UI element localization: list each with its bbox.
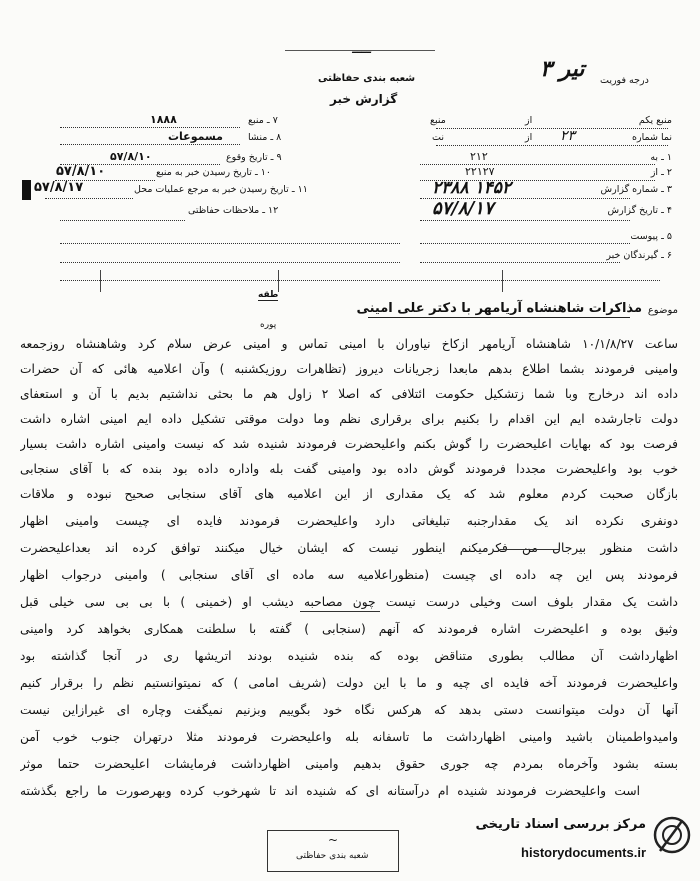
subject-side-note-2: پوره <box>260 320 277 330</box>
body-underline <box>500 549 560 550</box>
body-line: فرصت بود که بهایات اعلیحضرت را گوش بکنم واعلیحضرت فرمودند شنیده شد که نیست وامینی اشاره داشت بسیار <box>20 437 678 451</box>
subject-side-note-1: طقه <box>258 290 279 300</box>
body-line: ساعت ۱۰/۱/۸/۲۷ شاهنشاه آریامهر ازکاخ نیاوران با امینی تماس و امینی عرض سلام کرد وشاهنشاه روزجمعه <box>20 337 678 351</box>
field-source-one-to: منبع <box>430 115 446 126</box>
field-source-one-label: منبع یکم <box>638 115 672 126</box>
margin-mark <box>22 180 31 200</box>
field-from-label: ۲ ـ از <box>650 167 672 178</box>
body-line: داشت منظور بیرجال من فکرمیکنم اینطور نیست که ایشان خیال میکنند توافق کرده اند بعداعلیحضرت <box>20 541 678 555</box>
body-line: داشت یک مقدار بلوف است وخیلی درست نیست چون مصاحبه دیشب او (خمینی ) با بی بی سی خیلی قبل <box>20 595 678 609</box>
field-received-source-label: ۱۰ ـ تاریخ رسیدن خبر به منبع <box>156 167 271 178</box>
field-to-value: ۲۱۲ <box>470 150 488 163</box>
priority-value: ۳ تیر <box>540 56 585 82</box>
tick <box>100 270 101 292</box>
stamp <box>267 830 399 872</box>
dotted-line <box>60 280 660 281</box>
body-line: بسته بشود وآخرماه بمردم چه جوری حقوق بدهیم وامینی اظهارداشت فرمایشات اعلیحضرت حتما موثر <box>20 757 678 771</box>
dotted-line <box>420 164 655 165</box>
field-attachment-label: ۵ ـ پیوست <box>630 231 672 242</box>
body-line: فرمودند پس این چه داده ای چیست (منظوراعلامیه سه ماده ای آقای سنجابی ) وامینی درجواب اظهار <box>20 568 678 582</box>
body-line: بازگان صحبت کردم معلوم شد که یک مقداری از این اعلامیه های آقای سنجابی صحیح نبوده و ملاقات <box>20 487 678 501</box>
priority-label: درجه فوریت <box>600 75 649 86</box>
field-source-value: ۱۸۸۸ <box>150 113 177 126</box>
body-underline <box>300 611 380 612</box>
body-line: وامینی فرمودند بشما اطلاع بدهم مابعدا زجریانات دیروز (تظاهرات روزیکشنبه ) وآن اعلامیه هائی که آن حضرات <box>20 362 678 376</box>
tick <box>278 270 279 292</box>
body-line: واعلیحضرت فرمودند آخه فایده ای چیه و ما با این دولت (شریف امامی ) که نمیتوانستیم نظم را برقرار کنیم <box>20 676 678 690</box>
body-line: وثیق بوده و اعلیحضرت اشاره فرمودند که آنهم (سنجابی ) گفته با سلطنت همکاری بخواهد کرد وامینی <box>20 622 678 636</box>
dotted-line <box>45 198 133 199</box>
body-line: اظهارداشت آن مطالب بطوری متناقض بوده که بنده شنیده بودند اتریشها ری در آنجا گذاشته بود <box>20 649 678 663</box>
dotted-line <box>60 144 240 145</box>
field-report-number-label: ۳ ـ شماره گزارش <box>600 184 672 195</box>
stamp-mark: ~ <box>328 833 339 847</box>
header-rule <box>285 50 435 51</box>
field-recipients-label: ۶ ـ گیرندگان خبر <box>606 250 672 261</box>
field-to-label: ۱ ـ به <box>650 152 672 163</box>
field-security-notes-label: ۱۲ ـ ملاحظات حفاظتی <box>188 205 279 216</box>
body-line: داده اند درخارج وبا شما زتشکیل حکومت ائتلافی که اصلا ٢ زاول هم ما بحثی نداشتیم بدیم با آن و استعفای <box>20 387 678 401</box>
body-line: آنها آن دولت میتوانست دستی بدهد که هرکس نگاه خود بگوییم وبزنیم نمیگفت وچاره ای غیرازاین نیست <box>20 703 678 717</box>
watermark <box>475 801 692 875</box>
dotted-line <box>420 220 630 221</box>
field-origin-value: مسموعات <box>168 130 223 143</box>
dotted-line <box>60 262 400 263</box>
field-occurrence-date-value: ۵۷/۸/۱۰ <box>110 150 152 163</box>
watermark-url[interactable]: historydocuments.ir <box>521 845 646 860</box>
body-line: خوب بود واعلیحضرت مجددا فرمودند گوش داده بود وامینی گفت بله واداره داده بود بنده که با آقای سنجابی <box>20 462 678 476</box>
field-number-label: نما شماره <box>632 132 672 143</box>
field-occurrence-date-label: ۹ ـ تاریخ وقوع <box>226 152 282 163</box>
dotted-line <box>60 127 240 128</box>
dotted-line <box>436 145 668 146</box>
dotted-line <box>60 220 185 221</box>
field-origin-label: ۸ ـ منشا <box>248 132 282 143</box>
subject-text: مذاکرات شاهنشاه آریامهر با دکتر علی امینی <box>356 301 642 316</box>
subject-label: موضوع <box>647 305 678 316</box>
top-mark: ــــ <box>352 38 371 57</box>
dotted-line <box>420 243 630 244</box>
watermark-title: مرکز بررسی اسناد تاریخی <box>475 817 646 832</box>
field-report-number-value: ۲۳۸۸ ۱۴۵۲ <box>432 178 511 198</box>
field-number-value: ۲۳ <box>560 128 576 144</box>
field-received-source-value: ۵۷/۸/۱۰ <box>56 164 106 179</box>
subject-underline <box>368 317 630 318</box>
body-line: است واعلیحضرت فرمودند شنیده ام درآستانه ای که شنیده اند تا شهرخوب کرده وبهرصورت ما راجع بگذشته <box>20 784 640 798</box>
field-received-ops-value: ۵۷/۸/۱۷ <box>34 180 84 195</box>
field-number-to: نت <box>432 132 444 143</box>
stamp-text: شعبه بندی حفاظتی <box>296 851 369 861</box>
tick <box>502 270 503 292</box>
field-source-one-from: از <box>525 115 533 126</box>
body-line: وامیدواطمینان باشید وامینی اظهارداشت ما تاسفانه بله واعلیحضرت فرمودند مثلا درتهران جنوب خوب آمن <box>20 730 678 744</box>
dotted-line <box>436 128 668 129</box>
field-from-value: ۲۲۱۲۷ <box>465 165 495 178</box>
dotted-line <box>420 262 620 263</box>
body-line: دونفری نکرده اند یک مقدارجنبه تبلیغاتی دارد واعلیحضرت فرمودند فایده ای چیست وامینی اظهار <box>20 514 678 528</box>
field-received-ops-label: ۱۱ ـ تاریخ رسیدن خبر به مرجع عملیات محل <box>134 184 308 195</box>
dotted-line <box>60 243 400 244</box>
field-number-from: از <box>525 132 533 143</box>
field-source-label: ۷ ـ منبع <box>248 115 278 126</box>
unit-label: شعبه بندی حفاظتی <box>318 73 416 84</box>
body-line: دولت تاجارشده ایم این اقدام را بکنیم برای برقراری نظم وما دولت موقتی تشکیل داده ایم امینی اشاره داشت <box>20 412 678 426</box>
field-report-date-value: ۵۷/۸/۱۷ <box>432 198 494 219</box>
watermark-logo-icon <box>492 801 692 875</box>
field-report-date-label: ۴ ـ تاریخ گزارش <box>607 205 672 216</box>
report-title: گزارش خبر <box>330 92 398 106</box>
